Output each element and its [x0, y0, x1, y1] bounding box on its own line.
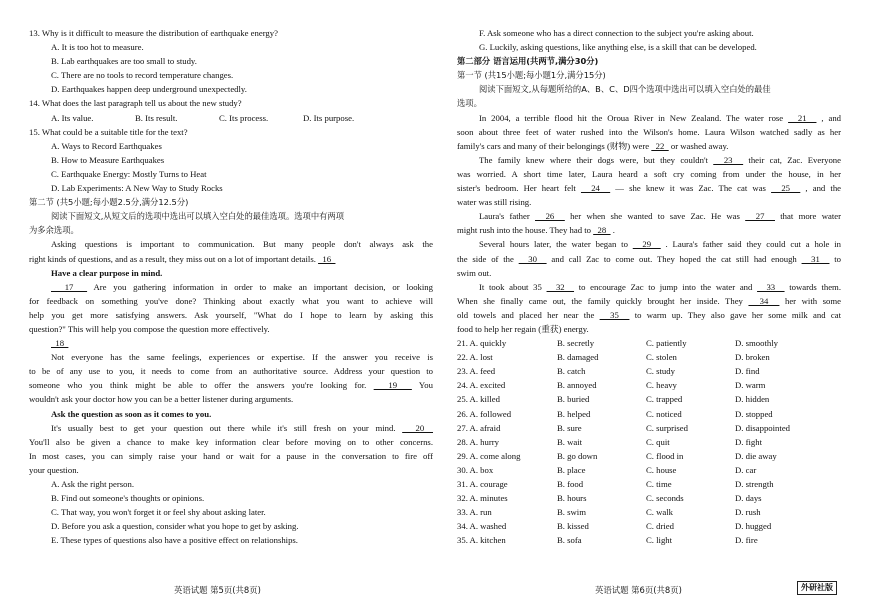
page-footer-left: 英语试题 第5页(共8页): [174, 585, 261, 595]
left-text-line: to be of any use to you, it needs to come from an authoritative source. Address your question to: [29, 366, 433, 377]
choice-option: D. hugged: [735, 521, 772, 532]
choice-row: [457, 421, 841, 435]
right-text-line: When she finally came out, the family quickly brought her inside. They 34 her with some: [457, 295, 841, 306]
right-text-line: might rush into the house. They had to 28 .: [457, 225, 615, 236]
choice-row: [457, 336, 841, 350]
left-text-line: D. Lab Experiments: A New Way to Study Rocks: [51, 183, 223, 194]
right-text-line: soon about three feet of water rushed into the Wilson's home. Laura Wilson watched sadly as her: [457, 126, 841, 137]
left-text-line: C. Earthquake Energy: Mostly Turns to Heat: [51, 168, 207, 179]
choice-option: B. sofa: [557, 535, 582, 546]
choice-option: B. swim: [557, 507, 586, 518]
choice-option: D. disappointed: [735, 422, 791, 433]
choice-option: B. annoyed: [557, 380, 597, 391]
choice-option: D. find: [735, 366, 760, 377]
left-text-line: A. Ways to Record Earthquakes: [51, 140, 162, 151]
left-text-line: Have a clear purpose in mind.: [51, 267, 163, 278]
choice-option: C. walk: [646, 507, 674, 518]
left-column: [29, 26, 433, 547]
left-text-line: right kinds of questions, and as a result, they miss out on a lot of important details. 16: [29, 253, 336, 264]
choice-option: D. hidden: [735, 394, 770, 405]
choice-option: 27. A. afraid: [457, 422, 501, 433]
left-text-line: B. Lab earthquakes are too small to study.: [51, 56, 197, 67]
right-text-line: F. Ask someone who has a direct connection to the subject you're asking about.: [479, 28, 754, 38]
choice-row: [457, 407, 841, 421]
choice-option: D. car: [735, 464, 757, 475]
right-text-line: water was still rising.: [457, 197, 532, 208]
left-text-line: C. There are no tools to record temperature changes.: [51, 70, 234, 81]
choice-option: D. broken: [735, 352, 770, 363]
choice-option: D. warm: [735, 380, 766, 391]
choice-option: D. strength: [735, 479, 774, 489]
left-text-line: B. How to Measure Earthquakes: [51, 154, 165, 165]
right-text-line: 第二部分 语言运用(共两节,满分30分): [457, 56, 599, 67]
choice-option: D. rush: [735, 507, 761, 518]
right-text-line: was worried. A short time later, Laura heard a soft cry coming from under the house, in her: [457, 168, 841, 179]
choice-option: C. light: [646, 535, 673, 546]
choice-option: C. surprised: [646, 422, 688, 433]
left-text-line: help you get more satisfying answers. Ask yourself, "What do I hope to learn by asking this: [29, 309, 433, 320]
choice-row: [457, 533, 841, 547]
left-text-line: 为多余选项。: [29, 225, 79, 236]
left-text-line: B. Find out someone's thoughts or opinions.: [51, 493, 205, 504]
choice-option: 24. A. excited: [457, 380, 506, 391]
left-text-line: question?" This will help you compose the question more effectively.: [29, 323, 270, 334]
right-text-line: sister's bedroom. Her heart felt 24 — she knew it was Zac. The cat was 25 , and the: [457, 183, 841, 194]
left-text-line: D. Before you ask a question, consider what you hope to get by asking.: [51, 521, 299, 532]
choice-row: [457, 350, 841, 364]
right-column: [457, 26, 841, 547]
right-text-line: Several hours later, the water began to 29 . Laura's father said they could cut a hole in: [479, 239, 841, 250]
right-text-line: In 2004, a terrible flood hit the Oroua River in New Zealand. The water rose 21 , and: [479, 112, 841, 123]
right-text-line: 选项。: [457, 98, 482, 109]
left-text-line: 第二节 (共5小题;每小题2.5分,满分12.5分): [29, 197, 189, 208]
q14-option: D. Its purpose.: [303, 112, 355, 123]
left-text-line: C. That way, you won't forget it or feel shy about asking later.: [51, 507, 266, 518]
left-text-line: Asking questions is important to communication. But many people don't always ask the: [51, 239, 433, 250]
left-text-line: A. It is too hot to measure.: [51, 42, 144, 53]
choice-option: B. catch: [557, 366, 586, 377]
choice-option: B. food: [557, 479, 584, 489]
left-text-line: 13. Why is it difficult to measure the distribution of earthquake energy?: [29, 28, 278, 38]
choice-row: [457, 378, 841, 392]
choice-option: D. smoothly: [735, 338, 778, 349]
choice-row: [457, 364, 841, 378]
choice-option: D. fight: [735, 436, 763, 447]
choice-option: 30. A. box: [457, 464, 494, 475]
left-text-line: In most cases, you can simply raise your hand or wait for a pause in the conversation to fire off: [29, 450, 433, 461]
page-footer-right: 英语试题 第6页(共8页): [595, 585, 682, 595]
right-text-line: It took about 35 32 to encourage Zac to jump into the water and 33 towards them.: [479, 281, 841, 292]
right-text-line: the side of the 30 and call Zac to come out. They hoped the cat still had enough 31 to: [457, 253, 841, 264]
choice-option: B. kissed: [557, 521, 589, 532]
left-text-line: D. Earthquakes happen deep underground unexpectedly.: [51, 84, 247, 95]
choice-option: 28. A. hurry: [457, 436, 499, 447]
choice-option: B. hours: [557, 493, 587, 504]
choice-option: 32. A. minutes: [457, 493, 508, 504]
choice-option: 22. A. lost: [457, 352, 493, 363]
choice-option: 21. A. quickly: [457, 338, 507, 349]
choice-option: 25. A. killed: [457, 394, 500, 405]
right-text-line: family's cars and many of their belongings (财物) were 22 or washed away.: [457, 140, 729, 151]
choice-row: [457, 505, 841, 519]
choice-option: 23. A. feed: [457, 366, 496, 377]
left-text-line: Not everyone has the same feelings, experiences or expertise. If the answer you receive is: [51, 352, 433, 363]
right-text-line: 第一节 (共15小题;每小题1分,满分15分): [457, 70, 606, 81]
left-text-line: A. Ask the right person.: [51, 479, 135, 489]
choice-option: 26. A. followed: [457, 408, 512, 419]
left-text-line: 17 Are you gathering information in order to make an important decision, or looking: [51, 281, 433, 292]
choice-option: C. study: [646, 366, 675, 377]
choice-row: [457, 463, 841, 477]
left-text-line: wouldn't ask your doctor how you can be a better listener during arguments.: [29, 394, 294, 405]
choice-option: B. wait: [557, 436, 583, 447]
choice-option: B. secretly: [557, 338, 595, 349]
choice-option: C. house: [646, 464, 677, 475]
choice-option: 31. A. courage: [457, 479, 508, 489]
choice-option: C. stolen: [646, 352, 677, 363]
left-text-line: You'll also be given a chance to make key information clear before moving on to other concerns.: [29, 436, 433, 447]
left-text-line: It's usually best to get your question out there while it's still fresh on your mind. 20: [51, 422, 433, 433]
choice-row: [457, 435, 841, 449]
choice-option: B. helped: [557, 408, 591, 419]
choice-option: C. seconds: [646, 493, 684, 504]
choice-option: C. dried: [646, 521, 674, 532]
left-text-line: E. These types of questions also have a positive effect on relationships.: [51, 535, 298, 546]
left-text-line: someone who you think might be able to offer the answers you're looking for. 19 You: [29, 380, 433, 391]
choice-option: 35. A. kitchen: [457, 535, 506, 546]
left-text-line: Ask the question as soon as it comes to you.: [51, 408, 212, 419]
left-text-line: 14. What does the last paragraph tell us about the new study?: [29, 98, 242, 109]
left-text-line: your question.: [29, 464, 79, 475]
choice-option: C. patiently: [646, 338, 687, 349]
choice-option: B. sure: [557, 422, 582, 433]
choice-row: [457, 392, 841, 406]
choice-option: B. go down: [557, 450, 598, 461]
q14-option: A. Its value.: [51, 112, 94, 123]
right-text-line: old towels and placed her near the 35 to warm up. They also gave her some milk and cat: [457, 309, 841, 320]
choice-row: [457, 519, 841, 533]
right-text-line: 阅读下面短文,从每题所给的A、B、C、D四个选项中选出可以填入空白处的最佳: [479, 84, 771, 95]
choice-option: D. days: [735, 493, 762, 504]
q14-options-row: [29, 111, 433, 125]
choice-option: C. time: [646, 479, 672, 489]
right-text-line: swim out.: [457, 267, 492, 278]
choice-option: C. flood in: [646, 450, 684, 461]
choice-option: D. stopped: [735, 408, 773, 419]
left-text-line: 阅读下面短文,从短文后的选项中选出可以填入空白处的最佳选项。选项中有两项: [51, 211, 345, 222]
choice-row: [457, 477, 841, 491]
left-text-line: 18: [51, 338, 69, 349]
choice-option: D. fire: [735, 535, 758, 546]
choice-option: C. quit: [646, 436, 670, 447]
choice-option: B. buried: [557, 394, 590, 405]
choice-option: C. trapped: [646, 394, 683, 405]
left-text-line: 15. What could be a suitable title for the text?: [29, 126, 188, 137]
q14-option: C. Its process.: [219, 112, 269, 123]
right-text-line: The family knew where their dogs were, but they couldn't 23 their cat, Zac. Everyone: [479, 154, 841, 165]
right-text-line: Laura's father 26 her when she wanted to save Zac. He was 27 that more water: [479, 211, 841, 222]
right-text-line: G. Luckily, asking questions, like anything else, is a skill that can be developed.: [479, 42, 757, 53]
choice-row: [457, 449, 841, 463]
choice-option: C. heavy: [646, 380, 677, 391]
choice-option: 33. A. run: [457, 507, 492, 518]
right-text-line: food to help her regain (重获) energy.: [457, 323, 589, 334]
choice-option: D. die away: [735, 450, 777, 461]
choice-option: C. noticed: [646, 408, 682, 419]
choice-row: [457, 491, 841, 505]
q14-option: B. Its result.: [135, 112, 178, 123]
choice-option: 29. A. come along: [457, 450, 521, 461]
choice-option: B. damaged: [557, 352, 599, 363]
choice-option: 34. A. washed: [457, 521, 507, 532]
choice-option: B. place: [557, 464, 586, 475]
left-text-line: for feedback on something you've done? Thinking about exactly what you want to achieve will: [29, 295, 433, 306]
publisher-badge: 外研社版: [797, 581, 837, 595]
